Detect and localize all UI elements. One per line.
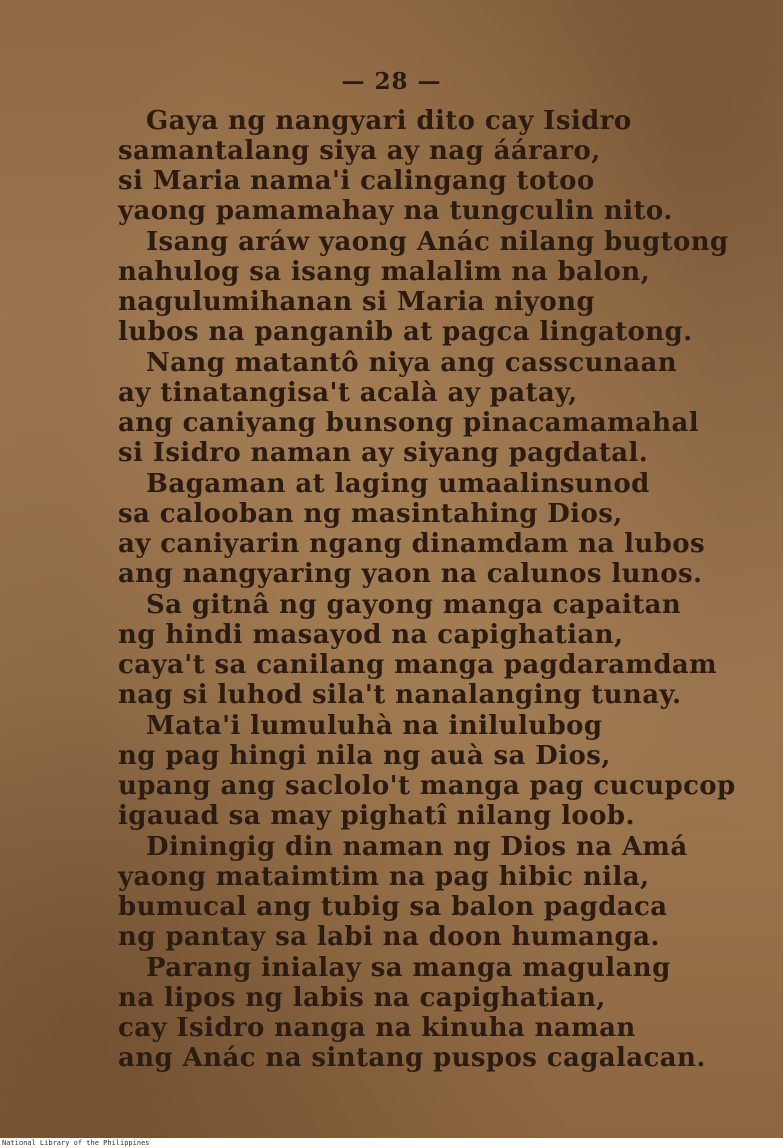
- poem-line: Isang aráw yaong Anác nilang bugtong: [146, 227, 729, 257]
- poem-line: Parang inialay sa manga magulang: [146, 953, 671, 983]
- poem-line: ang caniyang bunsong pinacamamahal: [118, 408, 700, 438]
- poem-line: Gaya ng nangyari dito cay Isidro: [146, 106, 632, 136]
- poem-line: sa calooban ng masintahing Dios,: [118, 499, 623, 529]
- poem-line: nagulumihanan si Maria niyong: [118, 287, 596, 317]
- poem-line: si Isidro naman ay siyang pagdatal.: [118, 438, 649, 468]
- poem-line: Bagaman at laging umaalinsunod: [146, 469, 650, 499]
- library-credit: National Library of the Philippines: [2, 1139, 150, 1147]
- poem-line: yaong pamamahay na tungculin nito.: [118, 196, 673, 226]
- poem-line: ang Anác na sintang puspos cagalacan.: [118, 1043, 706, 1073]
- poem-line: na lipos ng labis na capighatian,: [118, 983, 606, 1013]
- footer-bar: [0, 1138, 783, 1148]
- poem-line: ay tinatangisa't acalà ay patay,: [118, 378, 578, 408]
- poem-line: cay Isidro nanga na kinuha naman: [118, 1013, 636, 1043]
- poem-line: caya't sa canilang manga pagdaramdam: [118, 650, 718, 680]
- poem-line: samantalang siya ay nag ááraro,: [118, 136, 601, 166]
- poem-line: Sa gitnâ ng gayong manga capaitan: [146, 590, 682, 620]
- poem-line: upang ang saclolo't manga pag cucupcop: [118, 771, 736, 801]
- poem-line: bumucal ang tubig sa balon pagdaca: [118, 892, 668, 922]
- poem-line: ng pantay sa labi na doon humanga.: [118, 922, 660, 952]
- poem-line: Nang matantô niya ang casscunaan: [146, 348, 678, 378]
- poem-line: igauad sa may pighatî nilang loob.: [118, 801, 635, 831]
- poem-line: lubos na panganib at pagca lingatong.: [118, 317, 693, 347]
- poem-line: ng hindi masayod na capighatian,: [118, 620, 624, 650]
- poem-line: Diningig din naman ng Dios na Amá: [146, 832, 688, 862]
- poem-line: ng pag hingi nila ng auà sa Dios,: [118, 741, 611, 771]
- poem-line: Mata'i lumuluhà na inilulubog: [146, 711, 603, 741]
- poem-line: si Maria nama'i calingang totoo: [118, 166, 595, 196]
- poem-line: nahulog sa isang malalim na balon,: [118, 257, 651, 287]
- poem-line: yaong mataimtim na pag hibic nila,: [118, 862, 650, 892]
- page-number: — 28 —: [341, 68, 442, 95]
- poem-line: ay caniyarin ngang dinamdam na lubos: [118, 529, 706, 559]
- poem-line: nag si luhod sila't nanalanging tunay.: [118, 680, 682, 710]
- poem-line: ang nangyaring yaon na calunos lunos.: [118, 559, 703, 589]
